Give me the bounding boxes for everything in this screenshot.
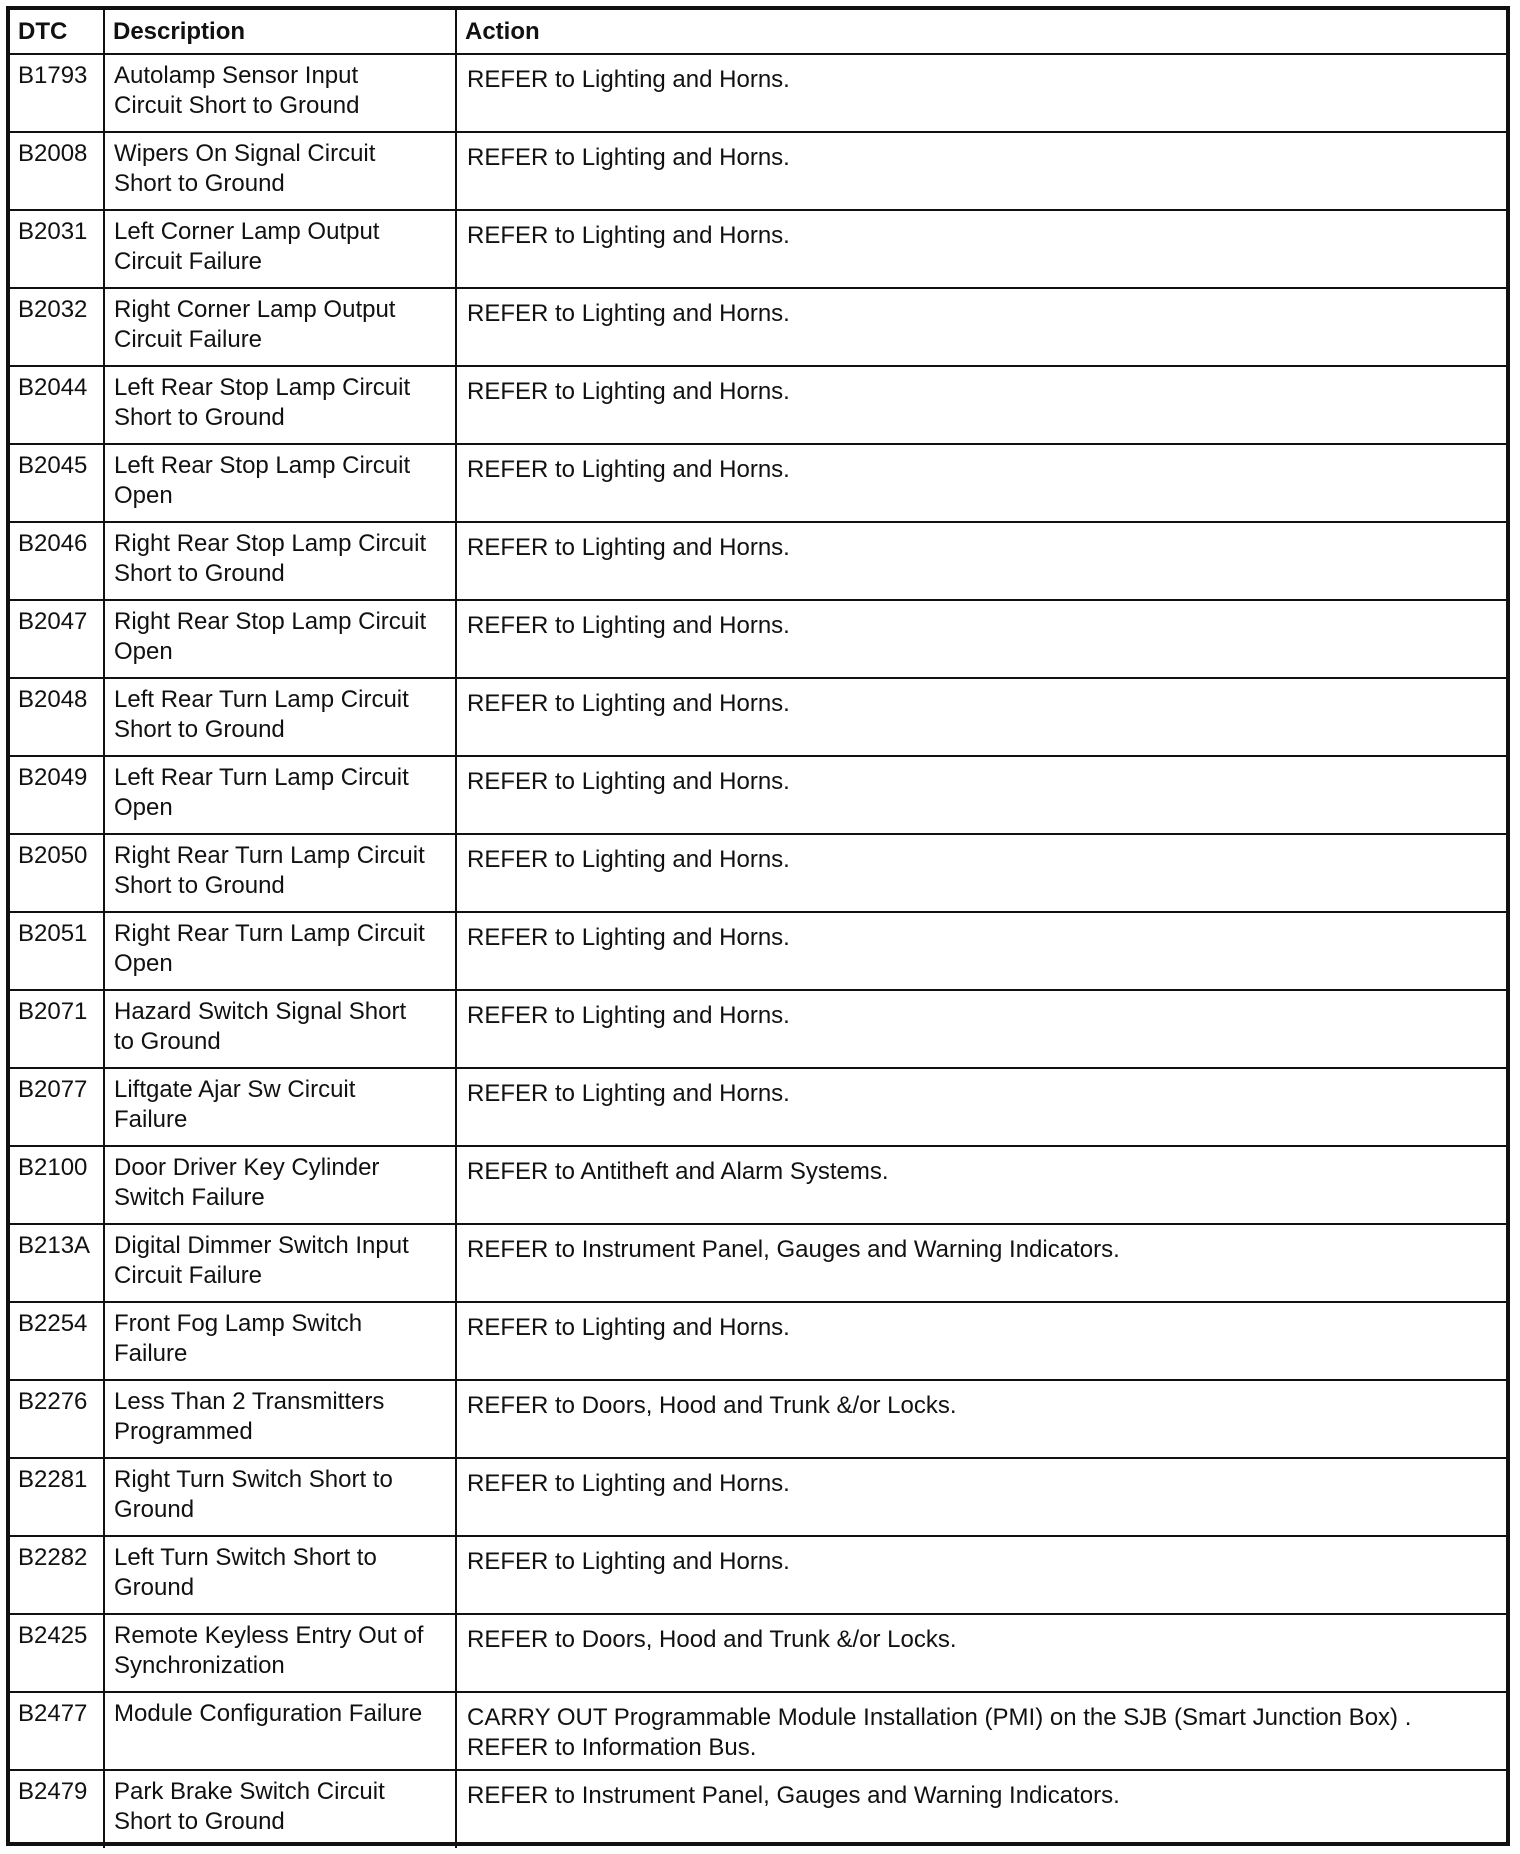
description-line: Short to Ground — [114, 872, 285, 899]
dtc-code: B2047 — [10, 600, 104, 678]
dtc-code: B2051 — [10, 912, 104, 990]
action-cell — [456, 1380, 1506, 1458]
table-row — [10, 834, 1506, 912]
description-line: Open — [114, 794, 173, 821]
action-line: REFER to Instrument Panel, Gauges and Warning Indicators. — [467, 1782, 1120, 1809]
action-line: REFER to Lighting and Horns. — [467, 1002, 790, 1029]
dtc-code: B2045 — [10, 444, 104, 522]
dtc-code: B2254 — [10, 1302, 104, 1380]
description-cell — [104, 1224, 456, 1302]
dtc-code: B2031 — [10, 210, 104, 288]
table-row — [10, 1770, 1506, 1848]
header-row — [10, 10, 1506, 54]
table-row — [10, 1302, 1506, 1380]
description-line: Open — [114, 482, 173, 509]
dtc-code: B2050 — [10, 834, 104, 912]
action-cell — [456, 1536, 1506, 1614]
description-line: Left Rear Stop Lamp Circuit — [114, 374, 411, 401]
dtc-code: B2077 — [10, 1068, 104, 1146]
action-cell — [456, 756, 1506, 834]
description-line: Ground — [114, 1496, 195, 1523]
action-line: REFER to Lighting and Horns. — [467, 144, 790, 171]
action-line: REFER to Lighting and Horns. — [467, 66, 790, 93]
header-dtc: DTC — [10, 10, 104, 54]
description-line: Right Rear Turn Lamp Circuit — [114, 842, 425, 869]
description-cell — [104, 834, 456, 912]
table-row — [10, 1380, 1506, 1458]
description-cell — [104, 288, 456, 366]
description-line: Open — [114, 638, 173, 665]
table-row — [10, 132, 1506, 210]
table-row — [10, 54, 1506, 132]
description-line: Liftgate Ajar Sw Circuit — [114, 1076, 356, 1103]
table-row — [10, 366, 1506, 444]
action-cell — [456, 1302, 1506, 1380]
action-line: REFER to Lighting and Horns. — [467, 378, 790, 405]
description-cell — [104, 522, 456, 600]
dtc-code: B1793 — [10, 54, 104, 132]
description-cell — [104, 366, 456, 444]
action-cell — [456, 834, 1506, 912]
description-cell — [104, 1380, 456, 1458]
action-cell — [456, 600, 1506, 678]
header-action: Action — [456, 10, 1506, 54]
description-line: Door Driver Key Cylinder — [114, 1154, 380, 1181]
dtc-code: B2477 — [10, 1692, 104, 1770]
dtc-code: B2049 — [10, 756, 104, 834]
table-row — [10, 522, 1506, 600]
description-line: Hazard Switch Signal Short — [114, 998, 407, 1025]
action-cell — [456, 1224, 1506, 1302]
description-line: Park Brake Switch Circuit — [114, 1778, 385, 1805]
description-cell — [104, 1458, 456, 1536]
table-row — [10, 1146, 1506, 1224]
description-cell — [104, 132, 456, 210]
action-line: REFER to Lighting and Horns. — [467, 222, 790, 249]
action-cell — [456, 1692, 1506, 1770]
action-line: REFER to Lighting and Horns. — [467, 456, 790, 483]
table-row — [10, 1614, 1506, 1692]
description-line: Left Rear Stop Lamp Circuit — [114, 452, 411, 479]
table-row — [10, 1224, 1506, 1302]
description-cell — [104, 210, 456, 288]
action-line: REFER to Lighting and Horns. — [467, 1080, 790, 1107]
table-row — [10, 288, 1506, 366]
action-line: REFER to Lighting and Horns. — [467, 846, 790, 873]
description-cell — [104, 1614, 456, 1692]
description-line: Remote Keyless Entry Out of — [114, 1622, 424, 1649]
dtc-code: B2282 — [10, 1536, 104, 1614]
table-body — [10, 54, 1506, 1848]
description-line: Autolamp Sensor Input — [114, 62, 359, 89]
action-cell — [456, 1146, 1506, 1224]
action-cell — [456, 210, 1506, 288]
description-line: Short to Ground — [114, 560, 285, 587]
description-line: Left Rear Turn Lamp Circuit — [114, 764, 409, 791]
dtc-code: B2100 — [10, 1146, 104, 1224]
action-line: REFER to Doors, Hood and Trunk &/or Locks. — [467, 1392, 957, 1419]
description-line: Circuit Failure — [114, 1262, 263, 1289]
description-line: Open — [114, 950, 173, 977]
description-line: Right Turn Switch Short to — [114, 1466, 393, 1493]
action-cell — [456, 1770, 1506, 1848]
table-row — [10, 990, 1506, 1068]
description-line: Less Than 2 Transmitters — [114, 1388, 385, 1415]
description-line: Programmed — [114, 1418, 253, 1445]
description-cell — [104, 1692, 456, 1770]
action-cell — [456, 366, 1506, 444]
action-line: REFER to Lighting and Horns. — [467, 1314, 790, 1341]
description-cell — [104, 990, 456, 1068]
action-line: REFER to Lighting and Horns. — [467, 768, 790, 795]
action-cell — [456, 132, 1506, 210]
description-line: Failure — [114, 1340, 188, 1367]
description-line: Short to Ground — [114, 716, 285, 743]
description-line: Circuit Failure — [114, 326, 263, 353]
action-line: REFER to Lighting and Horns. — [467, 924, 790, 951]
action-line: REFER to Instrument Panel, Gauges and Warning Indicators. — [467, 1236, 1120, 1263]
dtc-code: B2281 — [10, 1458, 104, 1536]
description-line: Switch Failure — [114, 1184, 265, 1211]
description-line: to Ground — [114, 1028, 221, 1055]
table-row — [10, 1068, 1506, 1146]
action-cell — [456, 678, 1506, 756]
action-cell — [456, 288, 1506, 366]
description-line: Right Rear Stop Lamp Circuit — [114, 530, 427, 557]
action-cell — [456, 1614, 1506, 1692]
table-row — [10, 756, 1506, 834]
description-cell — [104, 678, 456, 756]
action-line: REFER to Lighting and Horns. — [467, 1470, 790, 1497]
table-row — [10, 1536, 1506, 1614]
table-row — [10, 444, 1506, 522]
action-line: REFER to Lighting and Horns. — [467, 1548, 790, 1575]
description-cell — [104, 912, 456, 990]
table-row — [10, 1692, 1506, 1770]
description-line: Left Corner Lamp Output — [114, 218, 380, 245]
dtc-code: B2479 — [10, 1770, 104, 1848]
action-line: REFER to Lighting and Horns. — [467, 300, 790, 327]
description-cell — [104, 1302, 456, 1380]
description-line: Ground — [114, 1574, 195, 1601]
action-cell — [456, 54, 1506, 132]
description-line: Failure — [114, 1106, 188, 1133]
description-cell — [104, 444, 456, 522]
dtc-code: B2425 — [10, 1614, 104, 1692]
action-line: REFER to Lighting and Horns. — [467, 534, 790, 561]
action-line: CARRY OUT Programmable Module Installation (PMI) on the SJB (Smart Junction Box) . — [467, 1704, 1412, 1731]
description-cell — [104, 1770, 456, 1848]
description-line: Short to Ground — [114, 404, 285, 431]
action-cell — [456, 990, 1506, 1068]
dtc-code: B2008 — [10, 132, 104, 210]
table-row — [10, 912, 1506, 990]
action-cell — [456, 522, 1506, 600]
description-line: Circuit Short to Ground — [114, 92, 360, 119]
description-line: Module Configuration Failure — [114, 1700, 423, 1727]
dtc-code: B2071 — [10, 990, 104, 1068]
description-line: Left Turn Switch Short to — [114, 1544, 377, 1571]
table-row — [10, 600, 1506, 678]
action-cell — [456, 444, 1506, 522]
action-line: REFER to Lighting and Horns. — [467, 612, 790, 639]
description-cell — [104, 600, 456, 678]
action-cell — [456, 912, 1506, 990]
dtc-code: B2046 — [10, 522, 104, 600]
description-line: Right Rear Stop Lamp Circuit — [114, 608, 427, 635]
description-line: Synchronization — [114, 1652, 285, 1679]
description-line: Wipers On Signal Circuit — [114, 140, 376, 167]
action-line: REFER to Information Bus. — [467, 1734, 757, 1761]
description-line: Short to Ground — [114, 170, 285, 197]
description-line: Front Fog Lamp Switch — [114, 1310, 363, 1337]
description-line: Short to Ground — [114, 1808, 285, 1835]
description-cell — [104, 54, 456, 132]
description-cell — [104, 1536, 456, 1614]
action-line: REFER to Antitheft and Alarm Systems. — [467, 1158, 889, 1185]
dtc-code: B2048 — [10, 678, 104, 756]
table-row — [10, 210, 1506, 288]
description-cell — [104, 756, 456, 834]
dtc-table — [10, 10, 1506, 1848]
action-cell — [456, 1458, 1506, 1536]
table-row — [10, 1458, 1506, 1536]
description-line: Circuit Failure — [114, 248, 263, 275]
description-line: Left Rear Turn Lamp Circuit — [114, 686, 409, 713]
dtc-code: B213A — [10, 1224, 104, 1302]
description-line: Digital Dimmer Switch Input — [114, 1232, 409, 1259]
action-line: REFER to Doors, Hood and Trunk &/or Locks. — [467, 1626, 957, 1653]
dtc-code: B2044 — [10, 366, 104, 444]
description-line: Right Corner Lamp Output — [114, 296, 396, 323]
dtc-code: B2032 — [10, 288, 104, 366]
table-row — [10, 678, 1506, 756]
dtc-code: B2276 — [10, 1380, 104, 1458]
description-line: Right Rear Turn Lamp Circuit — [114, 920, 425, 947]
header-description: Description — [104, 10, 456, 54]
description-cell — [104, 1146, 456, 1224]
action-line: REFER to Lighting and Horns. — [467, 690, 790, 717]
action-cell — [456, 1068, 1506, 1146]
description-cell — [104, 1068, 456, 1146]
dtc-table-container — [6, 6, 1510, 1846]
